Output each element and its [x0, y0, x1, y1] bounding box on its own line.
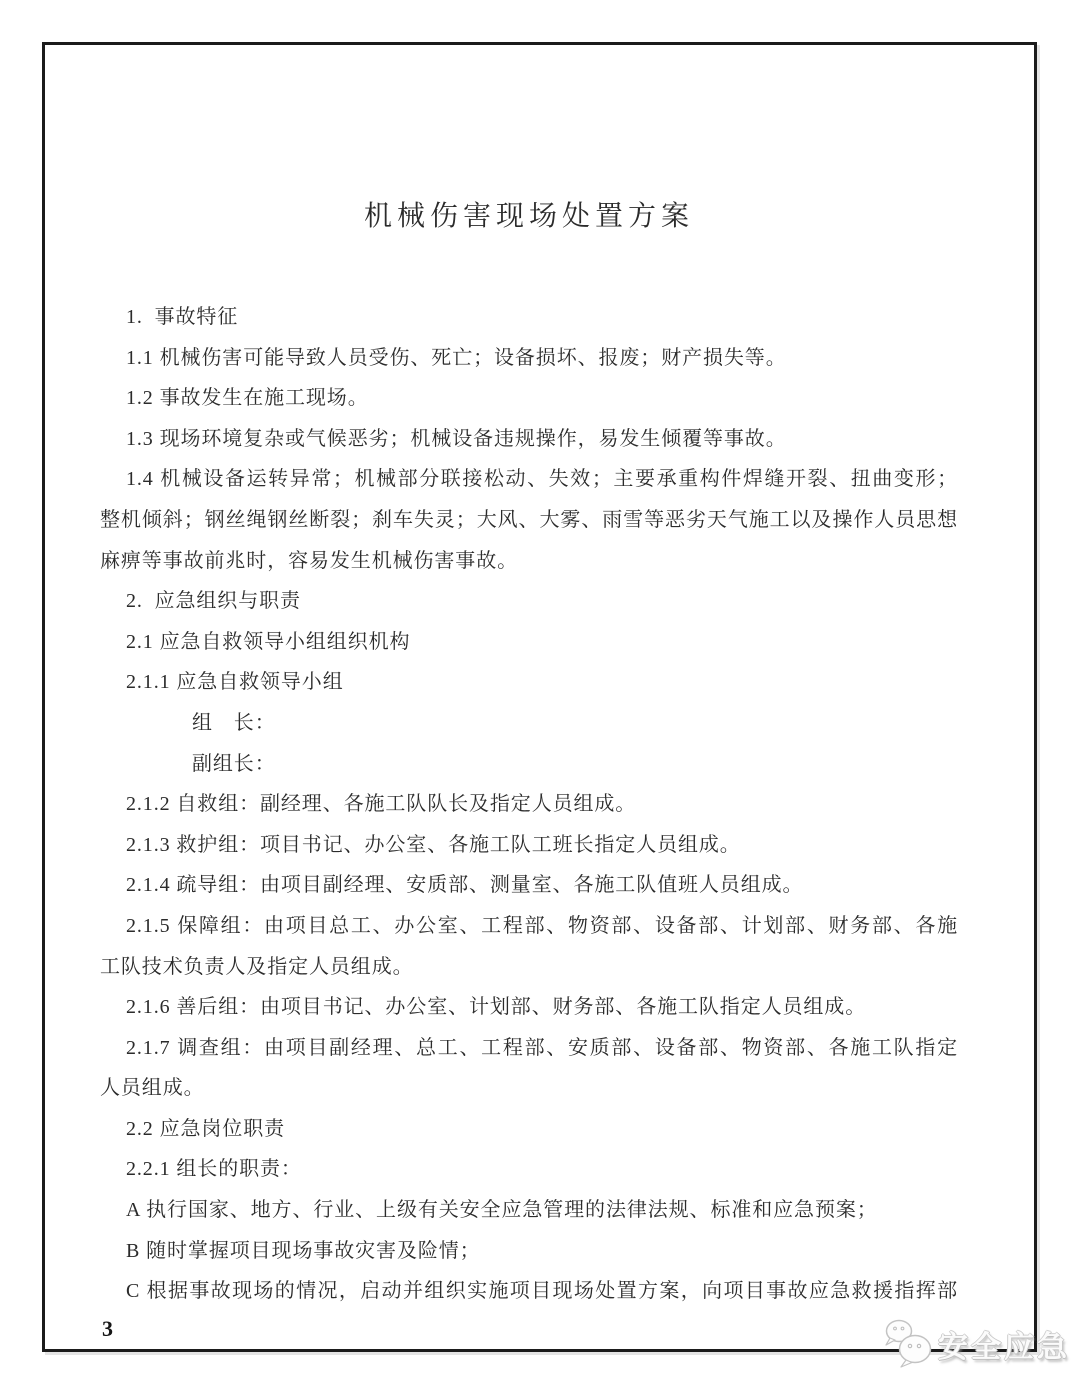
document-line: 1.4 机械设备运转异常；机械部分联接松动、失效；主要承重构件焊缝开裂、扭曲变形；: [126, 468, 958, 491]
document-line: 人员组成。: [100, 1077, 205, 1100]
watermark: [882, 1318, 1070, 1370]
document-line: 1.2 事故发生在施工现场。: [126, 387, 369, 410]
document-line: 整机倾斜；钢丝绳钢丝断裂；刹车失灵；大风、大雾、雨雪等恶劣天气施工以及操作人员思想: [100, 508, 958, 531]
document-line: 组 长：: [192, 711, 276, 734]
document-line: B 随时掌握项目现场事故灾害及险情；: [126, 1239, 481, 1262]
document-line: 2.1.1 应急自救领导小组: [126, 671, 344, 694]
document-line: 2.2.1 组长的职责：: [126, 1158, 302, 1181]
document-line: 1.3 现场环境复杂或气候恶劣；机械设备违规操作，易发生倾覆等事故。: [126, 427, 787, 450]
document-line: C 根据事故现场的情况，启动并组织实施项目现场处置方案，向项目事故应急救援指挥部: [126, 1280, 958, 1303]
document-line: 2.1.4 疏导组：由项目副经理、安质部、测量室、各施工队值班人员组成。: [126, 874, 804, 897]
document-line: 1. 事故特征: [126, 306, 239, 328]
document-body: [100, 297, 958, 1312]
document-title: 机械伤害现场处置方案: [363, 201, 694, 232]
document-line: 工队技术负责人及指定人员组成。: [100, 955, 414, 978]
document-line: 2.1.6 善后组：由项目书记、办公室、计划部、财务部、各施工队指定人员组成。: [126, 996, 867, 1019]
document-line: 2.2 应急岗位职责: [126, 1117, 285, 1140]
document-line: 1.1 机械伤害可能导致人员受伤、死亡；设备损坏、报废；财产损失等。: [126, 346, 787, 369]
document-line: 2.1 应急自救领导小组组织机构: [126, 630, 411, 653]
document-line: 2. 应急组织与职责: [126, 590, 301, 613]
page-number: 3: [102, 1316, 113, 1341]
document-line: 麻痹等事故前兆时，容易发生机械伤害事故。: [100, 549, 518, 572]
document-line: A 执行国家、地方、行业、上级有关安全应急管理的法律法规、标准和应急预案；: [126, 1199, 878, 1222]
wechat-bubbles-icon: [882, 1318, 936, 1370]
document-line: 2.1.3 救护组：项目书记、办公室、各施工队工班长指定人员组成。: [126, 833, 741, 856]
document-line: 2.1.7 调查组：由项目副经理、总工、工程部、安质部、设备部、物资部、各施工队指定: [126, 1036, 958, 1059]
watermark-label: 安全应急: [938, 1331, 1070, 1364]
document-line: 2.1.5 保障组：由项目总工、办公室、工程部、物资部、设备部、计划部、财务部、各施: [126, 914, 958, 937]
document-line: 2.1.2 自救组：副经理、各施工队队长及指定人员组成。: [126, 793, 637, 816]
document-line: 副组长：: [192, 752, 276, 775]
